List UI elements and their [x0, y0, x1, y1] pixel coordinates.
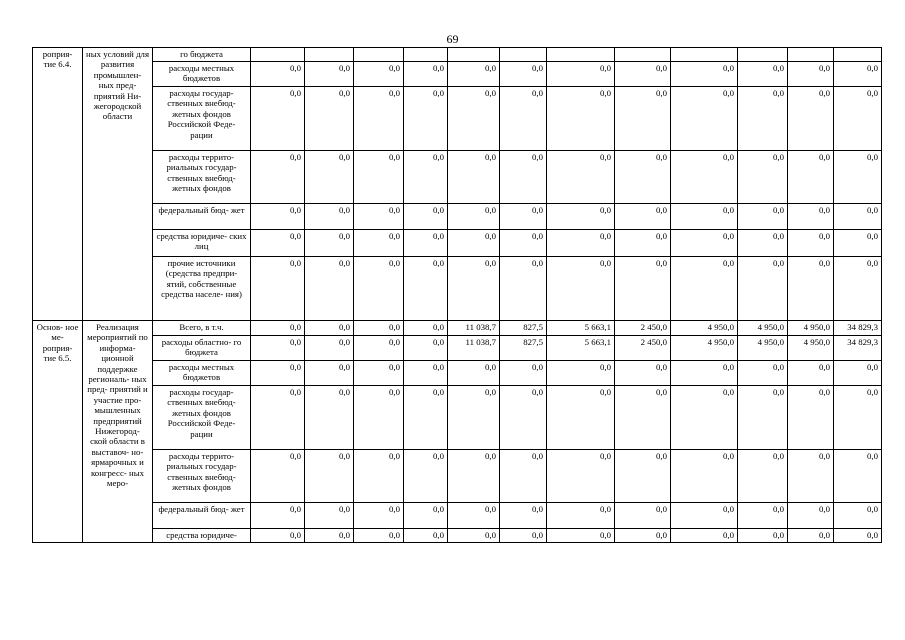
- amount-cell: 0,0: [834, 529, 882, 543]
- amount-cell: [834, 48, 882, 62]
- table-row: [33, 48, 882, 62]
- activity-name-cell: ных условий для развития промышлен- ных пред- приятий Ни- жегородской области: [83, 48, 153, 321]
- amount-cell: 0,0: [615, 151, 671, 204]
- amount-cell: 0,0: [547, 361, 615, 386]
- amount-cell: 0,0: [738, 257, 788, 321]
- amount-cell: 0,0: [354, 529, 404, 543]
- amount-cell: 0,0: [251, 87, 305, 151]
- amount-cell: 0,0: [834, 386, 882, 450]
- amount-cell: 0,0: [305, 257, 354, 321]
- amount-cell: 0,0: [547, 151, 615, 204]
- amount-cell: 4 950,0: [738, 321, 788, 336]
- amount-cell: 0,0: [788, 386, 834, 450]
- amount-cell: 0,0: [834, 151, 882, 204]
- funding-source-cell: расходы террито- риальных государ- ственных внебюд- жетных фондов: [153, 450, 251, 503]
- amount-cell: [788, 48, 834, 62]
- amount-cell: 0,0: [354, 87, 404, 151]
- amount-cell: 0,0: [671, 386, 738, 450]
- amount-cell: 0,0: [404, 361, 448, 386]
- amount-cell: 0,0: [404, 321, 448, 336]
- amount-cell: 0,0: [251, 503, 305, 529]
- amount-cell: 0,0: [251, 529, 305, 543]
- table-row: [33, 321, 882, 336]
- amount-cell: 5 663,1: [547, 321, 615, 336]
- amount-cell: 0,0: [788, 450, 834, 503]
- funding-source-cell: расходы местных бюджетов: [153, 62, 251, 87]
- table-row: [33, 529, 882, 543]
- budget-table: [32, 47, 882, 543]
- amount-cell: 0,0: [448, 503, 500, 529]
- amount-cell: 0,0: [834, 257, 882, 321]
- amount-cell: 0,0: [500, 204, 547, 230]
- amount-cell: [448, 48, 500, 62]
- amount-cell: 0,0: [448, 62, 500, 87]
- amount-cell: 2 450,0: [615, 336, 671, 361]
- amount-cell: 0,0: [251, 321, 305, 336]
- amount-cell: 0,0: [671, 529, 738, 543]
- amount-cell: 0,0: [547, 503, 615, 529]
- amount-cell: 0,0: [615, 450, 671, 503]
- amount-cell: 0,0: [305, 450, 354, 503]
- activity-id-cell: роприя- тие 6.4.: [33, 48, 83, 321]
- amount-cell: 0,0: [354, 257, 404, 321]
- amount-cell: 0,0: [834, 230, 882, 257]
- activity-name-cell: Реализация мероприятий по информа- ционной поддержке региональ- ных пред- приятий и участие про- мышленных предприятий Нижегород- ской области в выставоч- но- ярмарочных и конгресс- ных меро-: [83, 321, 153, 543]
- activity-id-cell: Основ- ное ме- роприя- тие 6.5.: [33, 321, 83, 543]
- amount-cell: 0,0: [404, 204, 448, 230]
- amount-cell: 0,0: [834, 62, 882, 87]
- amount-cell: 0,0: [615, 257, 671, 321]
- amount-cell: [738, 48, 788, 62]
- amount-cell: 0,0: [615, 529, 671, 543]
- amount-cell: 0,0: [738, 62, 788, 87]
- amount-cell: 0,0: [671, 204, 738, 230]
- table-row: [33, 257, 882, 321]
- amount-cell: 0,0: [305, 361, 354, 386]
- amount-cell: 0,0: [448, 204, 500, 230]
- amount-cell: 0,0: [251, 450, 305, 503]
- amount-cell: 0,0: [305, 529, 354, 543]
- amount-cell: 0,0: [547, 62, 615, 87]
- amount-cell: 827,5: [500, 321, 547, 336]
- amount-cell: [671, 48, 738, 62]
- amount-cell: 0,0: [500, 87, 547, 151]
- amount-cell: 0,0: [251, 361, 305, 386]
- amount-cell: 0,0: [354, 361, 404, 386]
- amount-cell: 0,0: [354, 230, 404, 257]
- amount-cell: 0,0: [251, 386, 305, 450]
- amount-cell: 0,0: [615, 204, 671, 230]
- funding-source-cell: расходы государ- ственных внебюд- жетных фондов Российской Феде- рации: [153, 386, 251, 450]
- amount-cell: 0,0: [547, 529, 615, 543]
- amount-cell: 0,0: [671, 361, 738, 386]
- amount-cell: 0,0: [404, 529, 448, 543]
- amount-cell: 0,0: [448, 450, 500, 503]
- amount-cell: 0,0: [251, 257, 305, 321]
- funding-source-cell: федеральный бюд- жет: [153, 503, 251, 529]
- amount-cell: 0,0: [738, 361, 788, 386]
- amount-cell: [500, 48, 547, 62]
- amount-cell: 0,0: [354, 204, 404, 230]
- amount-cell: 0,0: [738, 386, 788, 450]
- funding-source-cell: Всего, в т.ч.: [153, 321, 251, 336]
- amount-cell: 0,0: [404, 503, 448, 529]
- amount-cell: 0,0: [404, 151, 448, 204]
- amount-cell: 0,0: [788, 230, 834, 257]
- amount-cell: 827,5: [500, 336, 547, 361]
- budget-table-body: [33, 48, 882, 543]
- amount-cell: 0,0: [354, 321, 404, 336]
- table-row: [33, 450, 882, 503]
- amount-cell: 0,0: [305, 151, 354, 204]
- amount-cell: 0,0: [354, 62, 404, 87]
- funding-source-cell: средства юридиче-: [153, 529, 251, 543]
- amount-cell: 4 950,0: [788, 336, 834, 361]
- amount-cell: 4 950,0: [671, 336, 738, 361]
- amount-cell: [305, 48, 354, 62]
- amount-cell: 0,0: [500, 529, 547, 543]
- amount-cell: 4 950,0: [738, 336, 788, 361]
- page-number: 69: [446, 32, 459, 46]
- amount-cell: 0,0: [547, 257, 615, 321]
- amount-cell: 0,0: [404, 230, 448, 257]
- funding-source-cell: го бюджета: [153, 48, 251, 62]
- amount-cell: 0,0: [671, 257, 738, 321]
- funding-source-cell: расходы государ- ственных внебюд- жетных фондов Российской Феде- рации: [153, 87, 251, 151]
- amount-cell: 0,0: [615, 503, 671, 529]
- amount-cell: 0,0: [788, 87, 834, 151]
- table-row: [33, 361, 882, 386]
- amount-cell: 34 829,3: [834, 321, 882, 336]
- amount-cell: [404, 48, 448, 62]
- amount-cell: 0,0: [500, 450, 547, 503]
- amount-cell: 0,0: [671, 62, 738, 87]
- amount-cell: 0,0: [834, 87, 882, 151]
- amount-cell: 0,0: [788, 503, 834, 529]
- amount-cell: 0,0: [500, 257, 547, 321]
- amount-cell: 0,0: [738, 204, 788, 230]
- amount-cell: 0,0: [251, 151, 305, 204]
- amount-cell: 0,0: [448, 151, 500, 204]
- amount-cell: 0,0: [671, 87, 738, 151]
- funding-source-cell: расходы местных бюджетов: [153, 361, 251, 386]
- amount-cell: 0,0: [788, 62, 834, 87]
- amount-cell: 0,0: [354, 503, 404, 529]
- amount-cell: 0,0: [547, 386, 615, 450]
- amount-cell: 0,0: [834, 204, 882, 230]
- amount-cell: 4 950,0: [671, 321, 738, 336]
- amount-cell: 4 950,0: [788, 321, 834, 336]
- amount-cell: 0,0: [305, 62, 354, 87]
- amount-cell: [615, 48, 671, 62]
- amount-cell: 0,0: [671, 230, 738, 257]
- funding-source-cell: расходы террито- риальных государ- ственных внебюд- жетных фондов: [153, 151, 251, 204]
- amount-cell: 0,0: [448, 361, 500, 386]
- amount-cell: 0,0: [671, 151, 738, 204]
- funding-source-cell: прочие источники (средства предпри- ятий, собственные средства населе- ния): [153, 257, 251, 321]
- amount-cell: 0,0: [448, 230, 500, 257]
- amount-cell: 0,0: [547, 87, 615, 151]
- amount-cell: 0,0: [788, 204, 834, 230]
- amount-cell: 0,0: [404, 257, 448, 321]
- table-row: [33, 204, 882, 230]
- amount-cell: 34 829,3: [834, 336, 882, 361]
- amount-cell: 0,0: [615, 87, 671, 151]
- amount-cell: 0,0: [404, 62, 448, 87]
- amount-cell: 0,0: [448, 529, 500, 543]
- amount-cell: 0,0: [251, 336, 305, 361]
- amount-cell: 0,0: [738, 529, 788, 543]
- amount-cell: 0,0: [448, 87, 500, 151]
- table-row: [33, 151, 882, 204]
- funding-source-cell: средства юридиче- ских лиц: [153, 230, 251, 257]
- amount-cell: 0,0: [788, 257, 834, 321]
- amount-cell: 0,0: [738, 151, 788, 204]
- amount-cell: 0,0: [305, 336, 354, 361]
- amount-cell: 0,0: [834, 361, 882, 386]
- amount-cell: 0,0: [305, 87, 354, 151]
- amount-cell: 0,0: [404, 87, 448, 151]
- amount-cell: 0,0: [354, 386, 404, 450]
- amount-cell: 0,0: [305, 230, 354, 257]
- amount-cell: 0,0: [305, 503, 354, 529]
- funding-source-cell: федеральный бюд- жет: [153, 204, 251, 230]
- amount-cell: 0,0: [615, 62, 671, 87]
- amount-cell: [354, 48, 404, 62]
- amount-cell: 11 038,7: [448, 321, 500, 336]
- amount-cell: 0,0: [251, 62, 305, 87]
- amount-cell: 0,0: [354, 450, 404, 503]
- amount-cell: 0,0: [404, 336, 448, 361]
- amount-cell: 0,0: [788, 361, 834, 386]
- amount-cell: 0,0: [500, 503, 547, 529]
- amount-cell: [547, 48, 615, 62]
- amount-cell: 0,0: [354, 336, 404, 361]
- table-row: [33, 87, 882, 151]
- amount-cell: 0,0: [448, 386, 500, 450]
- amount-cell: 0,0: [547, 450, 615, 503]
- table-row: [33, 336, 882, 361]
- amount-cell: 0,0: [305, 386, 354, 450]
- table-row: [33, 386, 882, 450]
- amount-cell: 0,0: [500, 361, 547, 386]
- amount-cell: 0,0: [615, 386, 671, 450]
- amount-cell: 0,0: [615, 230, 671, 257]
- amount-cell: 0,0: [500, 151, 547, 204]
- amount-cell: 0,0: [738, 230, 788, 257]
- amount-cell: 0,0: [500, 230, 547, 257]
- amount-cell: 0,0: [788, 151, 834, 204]
- amount-cell: 5 663,1: [547, 336, 615, 361]
- amount-cell: 0,0: [615, 361, 671, 386]
- amount-cell: 0,0: [305, 321, 354, 336]
- amount-cell: 0,0: [404, 386, 448, 450]
- amount-cell: 0,0: [671, 503, 738, 529]
- amount-cell: [251, 48, 305, 62]
- amount-cell: 0,0: [738, 450, 788, 503]
- amount-cell: 0,0: [251, 204, 305, 230]
- amount-cell: 2 450,0: [615, 321, 671, 336]
- table-row: [33, 62, 882, 87]
- amount-cell: 0,0: [500, 62, 547, 87]
- amount-cell: 0,0: [354, 151, 404, 204]
- amount-cell: 0,0: [788, 529, 834, 543]
- amount-cell: 0,0: [251, 230, 305, 257]
- amount-cell: 0,0: [738, 87, 788, 151]
- amount-cell: 0,0: [305, 204, 354, 230]
- table-row: [33, 503, 882, 529]
- amount-cell: 0,0: [738, 503, 788, 529]
- amount-cell: 11 038,7: [448, 336, 500, 361]
- table-row: [33, 230, 882, 257]
- amount-cell: 0,0: [671, 450, 738, 503]
- amount-cell: 0,0: [547, 204, 615, 230]
- amount-cell: 0,0: [404, 450, 448, 503]
- amount-cell: 0,0: [448, 257, 500, 321]
- amount-cell: 0,0: [547, 230, 615, 257]
- amount-cell: 0,0: [500, 386, 547, 450]
- amount-cell: 0,0: [834, 503, 882, 529]
- amount-cell: 0,0: [834, 450, 882, 503]
- funding-source-cell: расходы областно- го бюджета: [153, 336, 251, 361]
